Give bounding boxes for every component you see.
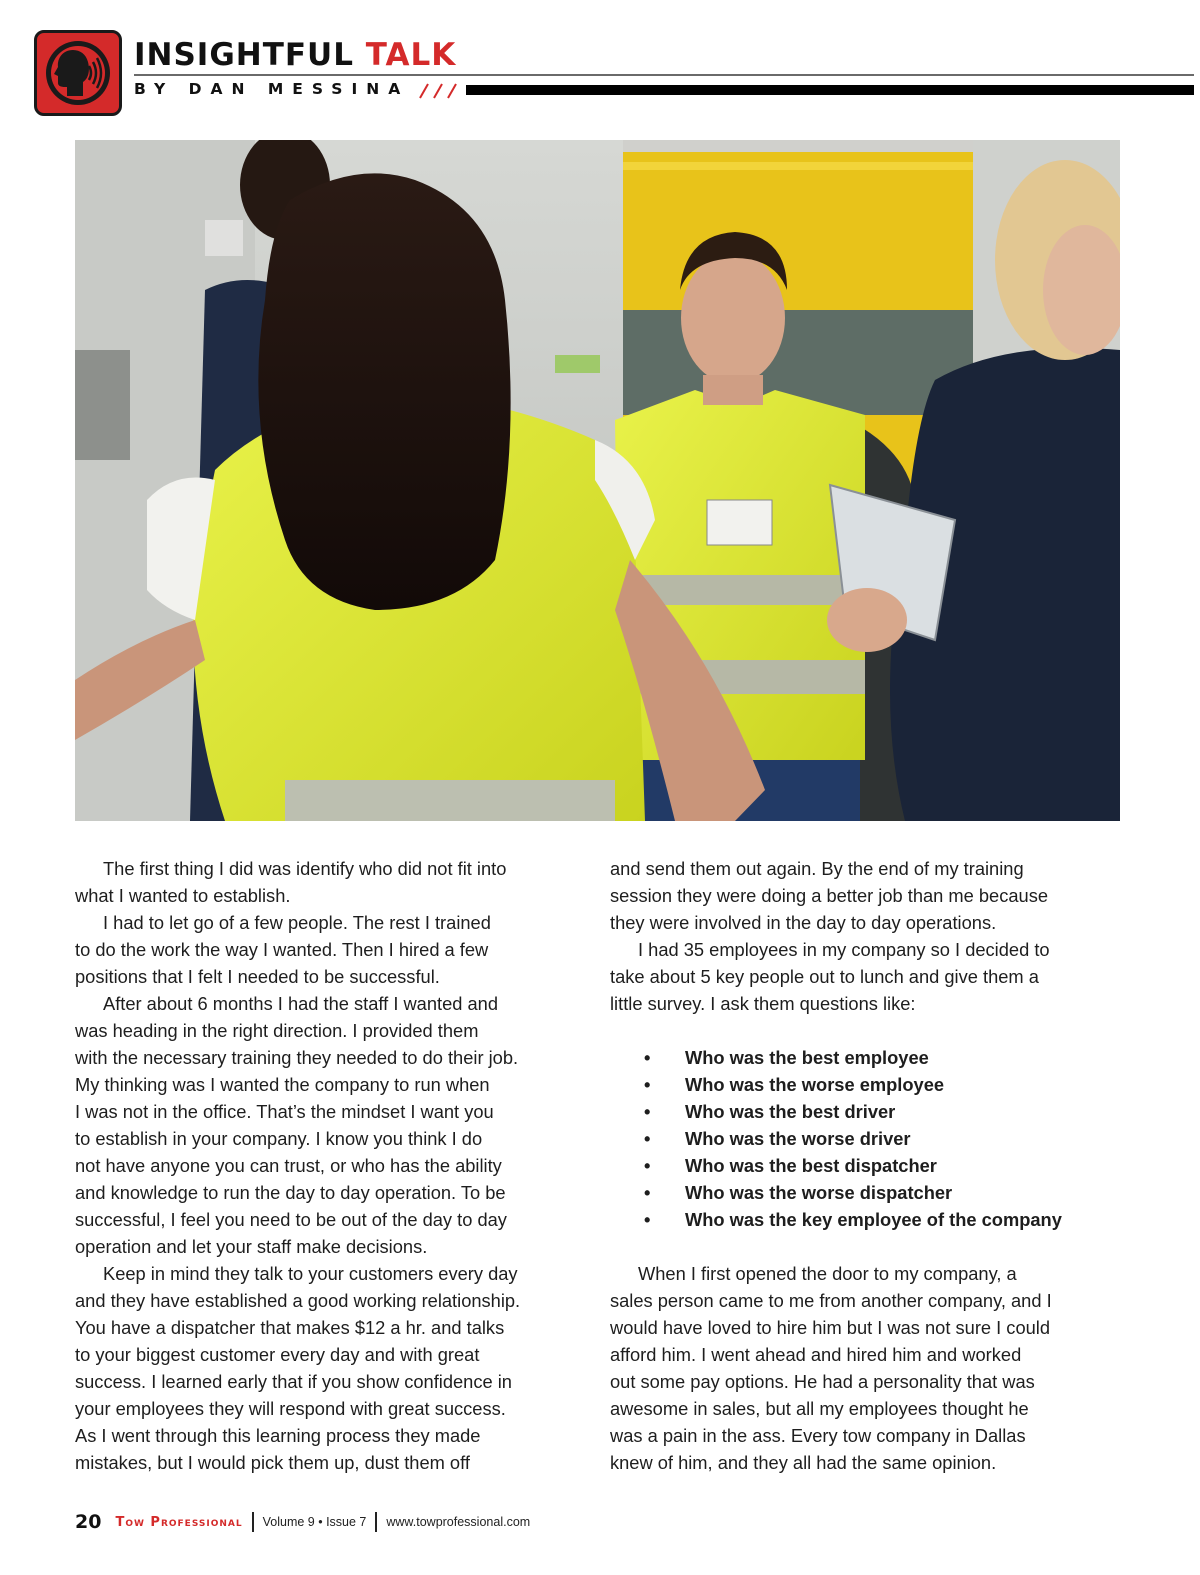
bullet-icon: •	[644, 1101, 651, 1122]
text-line: When I first opened the door to my company, a	[638, 1263, 1017, 1284]
article-column-right	[610, 855, 1122, 1476]
list-item: • Who was the best employee	[610, 1044, 1122, 1071]
speaking-head-icon	[43, 38, 113, 108]
column-title-red: TALK	[365, 37, 457, 73]
text-line: I had to let go of a few people. The rest I trained	[103, 912, 491, 933]
survey-question-list	[610, 1044, 1122, 1233]
list-item: • Who was the worse employee	[610, 1071, 1122, 1098]
text-line: they were involved in the day to day operations.	[610, 912, 997, 933]
column-title	[134, 37, 457, 73]
text-line: was a pain in the ass. Every tow company in Dallas	[610, 1425, 1026, 1446]
footer-divider	[252, 1512, 254, 1532]
text-line: with the necessary training they needed to do their job.	[75, 1047, 519, 1068]
website-link[interactable]: www.towprofessional.com	[386, 1515, 531, 1529]
bullet-icon: •	[644, 1155, 651, 1176]
text-line: would have loved to hire him but I was not sure I could	[610, 1317, 1051, 1338]
text-line: success. I learned early that if you show confidence in	[75, 1371, 512, 1392]
workplace-meeting-illustration	[75, 140, 1120, 821]
text-line: sales person came to me from another company, and I	[610, 1290, 1052, 1311]
list-item: • Who was the worse driver	[610, 1125, 1122, 1152]
text-line: and they have established a good working relationship.	[75, 1290, 521, 1311]
text-line: to establish in your company. I know you think I do	[75, 1128, 483, 1149]
text-line: successful, I feel you need to be out of the day to day	[75, 1209, 507, 1230]
text-line: You have a dispatcher that makes $12 a hr. and talks	[75, 1317, 505, 1338]
magazine-name: Tow Professional	[115, 1514, 243, 1530]
header-thin-rule	[134, 74, 1194, 76]
text-line: After about 6 months I had the staff I wanted and	[103, 993, 499, 1014]
text-line: your employees they will respond with great success.	[75, 1398, 506, 1419]
text-line: take about 5 key people out to lunch and give them a	[610, 966, 1039, 987]
byline: BY DAN MESSINA	[134, 80, 410, 98]
header-thick-rule	[466, 85, 1194, 95]
list-item: • Who was the worse dispatcher	[610, 1179, 1122, 1206]
text-line: My thinking was I wanted the company to run when	[75, 1074, 490, 1095]
text-line: knew of him, and they all had the same opinion.	[610, 1452, 997, 1473]
issue-info: Volume 9 • Issue 7	[262, 1515, 367, 1529]
text-line: little survey. I ask them questions like:	[610, 993, 916, 1014]
list-item: • Who was the key employee of the company	[610, 1206, 1122, 1233]
list-item: • Who was the best dispatcher	[610, 1152, 1122, 1179]
text-line: The first thing I did was identify who did not fit into	[103, 858, 507, 879]
text-line: I had 35 employees in my company so I decided to	[638, 939, 1050, 960]
bullet-icon: •	[644, 1182, 651, 1203]
text-line: and send them out again. By the end of my training	[610, 858, 1024, 879]
bullet-icon: •	[644, 1047, 651, 1068]
slash-decoration-icon	[414, 81, 466, 99]
article-photo	[75, 140, 1120, 821]
bullet-icon: •	[644, 1074, 651, 1095]
text-line: operation and let your staff make decisions.	[75, 1236, 428, 1257]
text-line: what I wanted to establish.	[75, 885, 291, 906]
list-item: • Who was the best driver	[610, 1098, 1122, 1125]
article-column-left	[75, 855, 587, 1476]
text-line: mistakes, but I would pick them up, dust them off	[75, 1452, 470, 1473]
page-footer	[75, 1509, 530, 1535]
bullet-icon: •	[644, 1209, 651, 1230]
text-line: I was not in the office. That’s the mindset I want you	[75, 1101, 494, 1122]
text-line: and knowledge to run the day to day operation. To be	[75, 1182, 506, 1203]
text-line: not have anyone you can trust, or who has the ability	[75, 1155, 502, 1176]
text-line: to do the work the way I wanted. Then I hired a few	[75, 939, 489, 960]
page-number: 20	[75, 1511, 102, 1533]
column-title-black: INSIGHTFUL	[134, 37, 354, 73]
text-line: afford him. I went ahead and hired him and worked	[610, 1344, 1022, 1365]
bullet-icon: •	[644, 1128, 651, 1149]
text-line: Keep in mind they talk to your customers every day	[103, 1263, 518, 1284]
footer-divider	[375, 1512, 377, 1532]
text-line: session they were doing a better job than me because	[610, 885, 1049, 906]
text-line: positions that I felt I needed to be successful.	[75, 966, 440, 987]
text-line: As I went through this learning process they made	[75, 1425, 481, 1446]
text-line: was heading in the right direction. I provided them	[75, 1020, 479, 1041]
text-line: out some pay options. He had a personality that was	[610, 1371, 1035, 1392]
column-logo	[34, 30, 122, 116]
text-line: awesome in sales, but all my employees thought he	[610, 1398, 1029, 1419]
text-line: to your biggest customer every day and with great	[75, 1344, 480, 1365]
